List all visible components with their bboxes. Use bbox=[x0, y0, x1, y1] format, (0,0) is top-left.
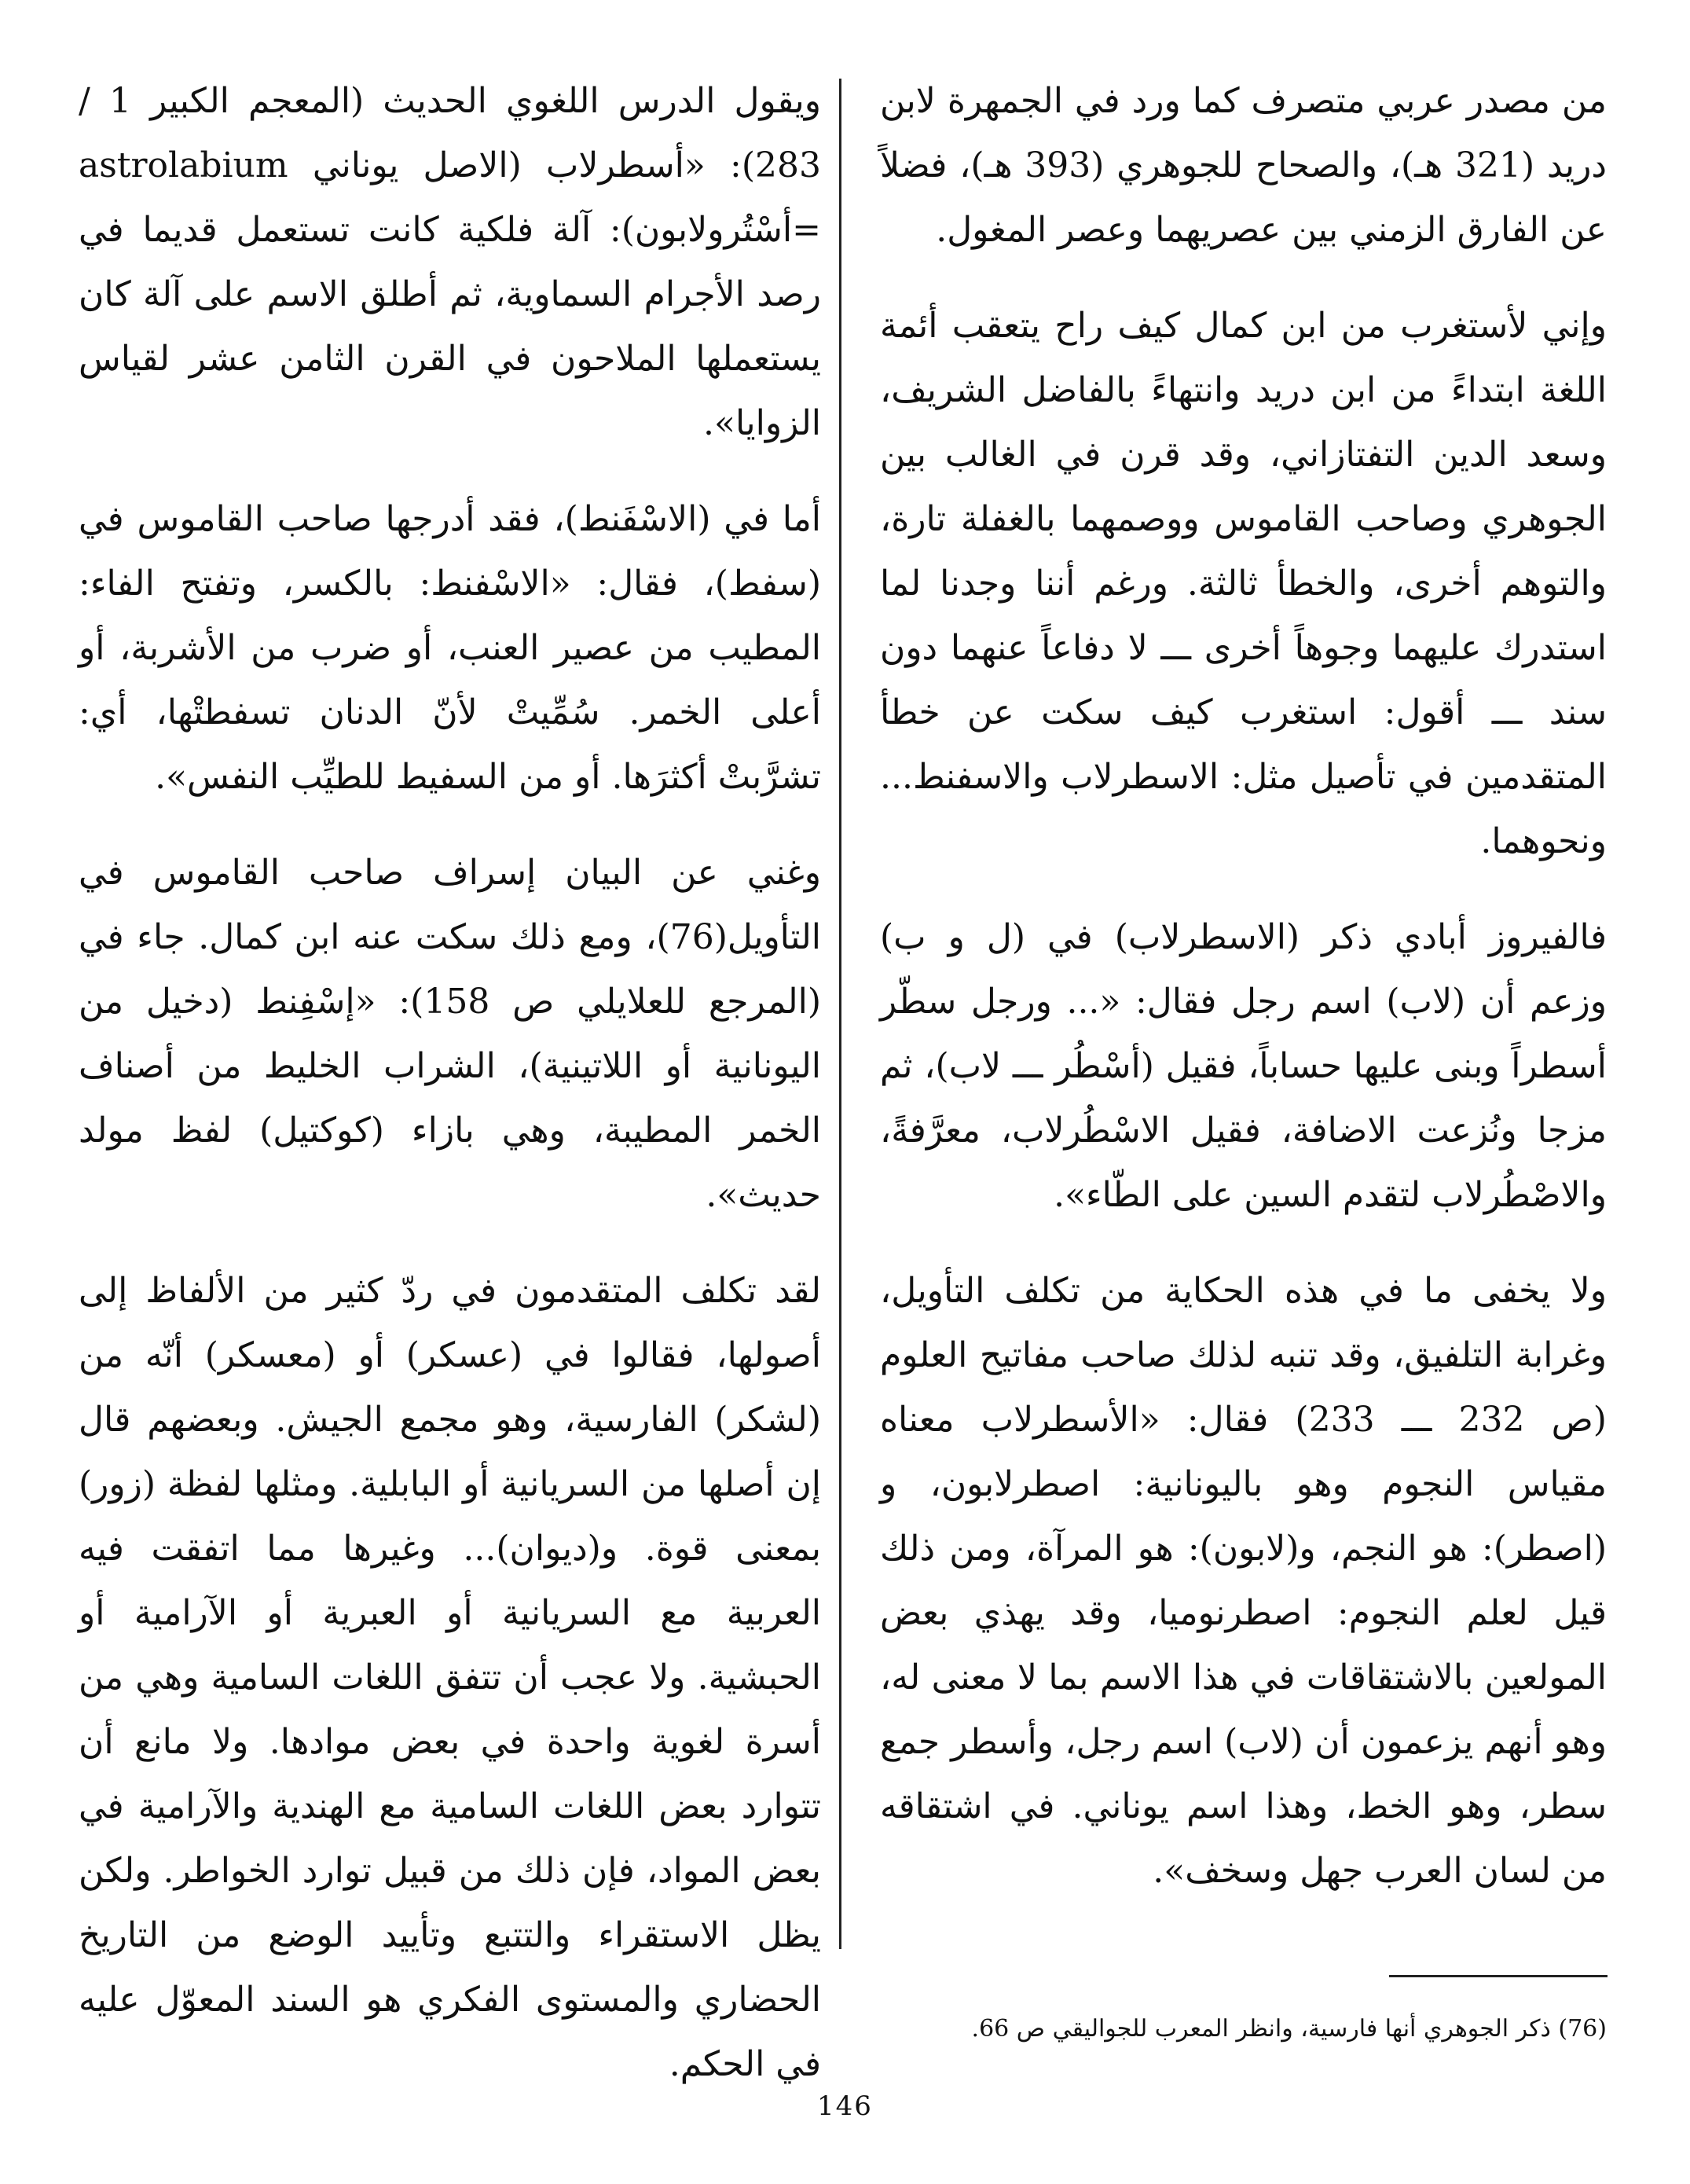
paragraph bbox=[79, 1259, 821, 2097]
footnote: (76) ذكر الجوهري أنها فارسية، وانظر المعرب للجواليقي ص 66. bbox=[971, 2015, 1607, 2043]
paragraph bbox=[79, 487, 821, 809]
paragraph-text: فالفيروز أبادي ذكر (الاسطرلاب) في (ل و ب) وزعم أن (لاب) اسم رجل فقال: «... ورجل سطّر أسطراً وبنى عليها حساباً، فقيل (أسْطُر ـــ لاب)، ثم مزجا ونُزعت الاضافة، فقيل الاسْطُرلاب، معرَّفةً، والاصْطُرلاب لتقدم السين على الطّاء». bbox=[880, 917, 1607, 1215]
paragraph bbox=[79, 841, 821, 1228]
paragraph bbox=[880, 69, 1607, 262]
paragraph bbox=[880, 294, 1607, 874]
paragraph bbox=[79, 69, 821, 456]
page-number: 146 bbox=[817, 2090, 873, 2122]
paragraph-text: وغني عن البيان إسراف صاحب القاموس في التأويل(76)، ومع ذلك سكت عنه ابن كمال. جاء في (المرجع للعلايلي ص 158): «إسْفِنط (دخيل من اليونانية أو اللاتينية)، الشراب الخليط من أصناف الخمر المطيبة، وهي بازاء (كوكتيل) لفظ مولد حديث». bbox=[79, 853, 821, 1215]
paragraph-text: ويقول الدرس اللغوي الحديث (المعجم الكبير 1 / 283): «أسطرلاب (الاصل يوناني astrolabium =أسْتُرولابون): آلة فلكية كانت تستعمل قديما في رصد الأجرام السماوية، ثم أطلق الاسم على آلة كان يستعملها الملاحون في القرن الثامن عشر لقياس الزوايا». bbox=[79, 81, 822, 443]
paragraph-text: ولا يخفى ما في هذه الحكاية من تكلف التأويل، وغرابة التلفيق، وقد تنبه لذلك صاحب مفاتيح العلوم (ص 232 ـــ 233) فقال: «الأسطرلاب معناه مقياس النجوم وهو باليونانية: اصطرلابون، و (اصطر): هو النجم، و(لابون): هو المرآة، ومن ذلك قيل لعلم النجوم: اصطرنوميا، وقد يهذي بعض المولعين بالاشتقاقات في هذا الاسم بما لا معنى له، وهو أنهم يزعمون أن (لاب) اسم رجل، وأسطر جمع سطر، وهو الخط، وهذا اسم يوناني. في اشتقاقه من لسان العرب جهل وسخف». bbox=[880, 1271, 1608, 1891]
footnote-separator bbox=[1389, 1975, 1608, 1977]
paragraph bbox=[880, 1259, 1607, 1903]
left-column bbox=[79, 69, 821, 2128]
paragraph bbox=[880, 905, 1607, 1228]
paragraph-text: وإني لأستغرب من ابن كمال كيف راح يتعقب أئمة اللغة ابتداءً من ابن دريد وانتهاءً بالفاضل الشريف، وسعد الدين التفتازاني، وقد قرن في الغالب بين الجوهري وصاحب القاموس ووصمهما بالغفلة تارة، والتوهم أخرى، والخطأ ثالثة. ورغم أننا وجدنا لما استدرك عليهما وجوهاً أخرى ـــ لا دفاعاً عنهما دون سند ـــ أقول: استغرب كيف سكت عن خطأ المتقدمين في تأصيل مثل: الاسطرلاب والاسفنط... ونحوهما. bbox=[880, 306, 1607, 861]
paragraph-text: من مصدر عربي متصرف كما ورد في الجمهرة لابن دريد (321 هـ)، والصحاح للجوهري (393 هـ)، فضلاً عن الفارق الزمني بين عصريهما وعصر المغول. bbox=[880, 81, 1607, 250]
paragraph-text: لقد تكلف المتقدمون في ردّ كثير من الألفاظ إلى أصولها، فقالوا في (عسكر) أو (معسكر) أنّه من (لشكر) الفارسية، وهو مجمع الجيش. وبعضهم قال إن أصلها من السريانية أو البابلية. ومثلها لفظة (زور) بمعنى قوة. و(ديوان)... وغيرها مما اتفقت فيه العربية مع السريانية أو العبرية أو الآرامية أو الحبشية. ولا عجب أن تتفق اللغات السامية وهي من أسرة لغوية واحدة في بعض موادها. ولا مانع أن تتوارد بعض اللغات السامية مع الهندية والآرامية في بعض المواد، فإن ذلك من قبيل توارد الخواطر. ولكن يظل الاستقراء والتتبع وتأييد الوضع من التاريخ الحضاري والمستوى الفكري هو السند المعوّل عليه في الحكم. bbox=[79, 1271, 821, 2084]
column-divider bbox=[839, 79, 841, 1949]
right-column bbox=[880, 69, 1607, 1935]
paragraph-text: أما في (الاسْفَنط)، فقد أدرجها صاحب القاموس في (سفط)، فقال: «الاسْفنط: بالكسر، وتفتح الفاء: المطيب من عصير العنب، أو ضرب من الأشربة، أو أعلى الخمر. سُمِّيتْ لأنّ الدنان تسفطتْها، أي: تشرَّبتْ أكثرَها. أو من السفيط للطيِّب النفس». bbox=[79, 499, 821, 797]
